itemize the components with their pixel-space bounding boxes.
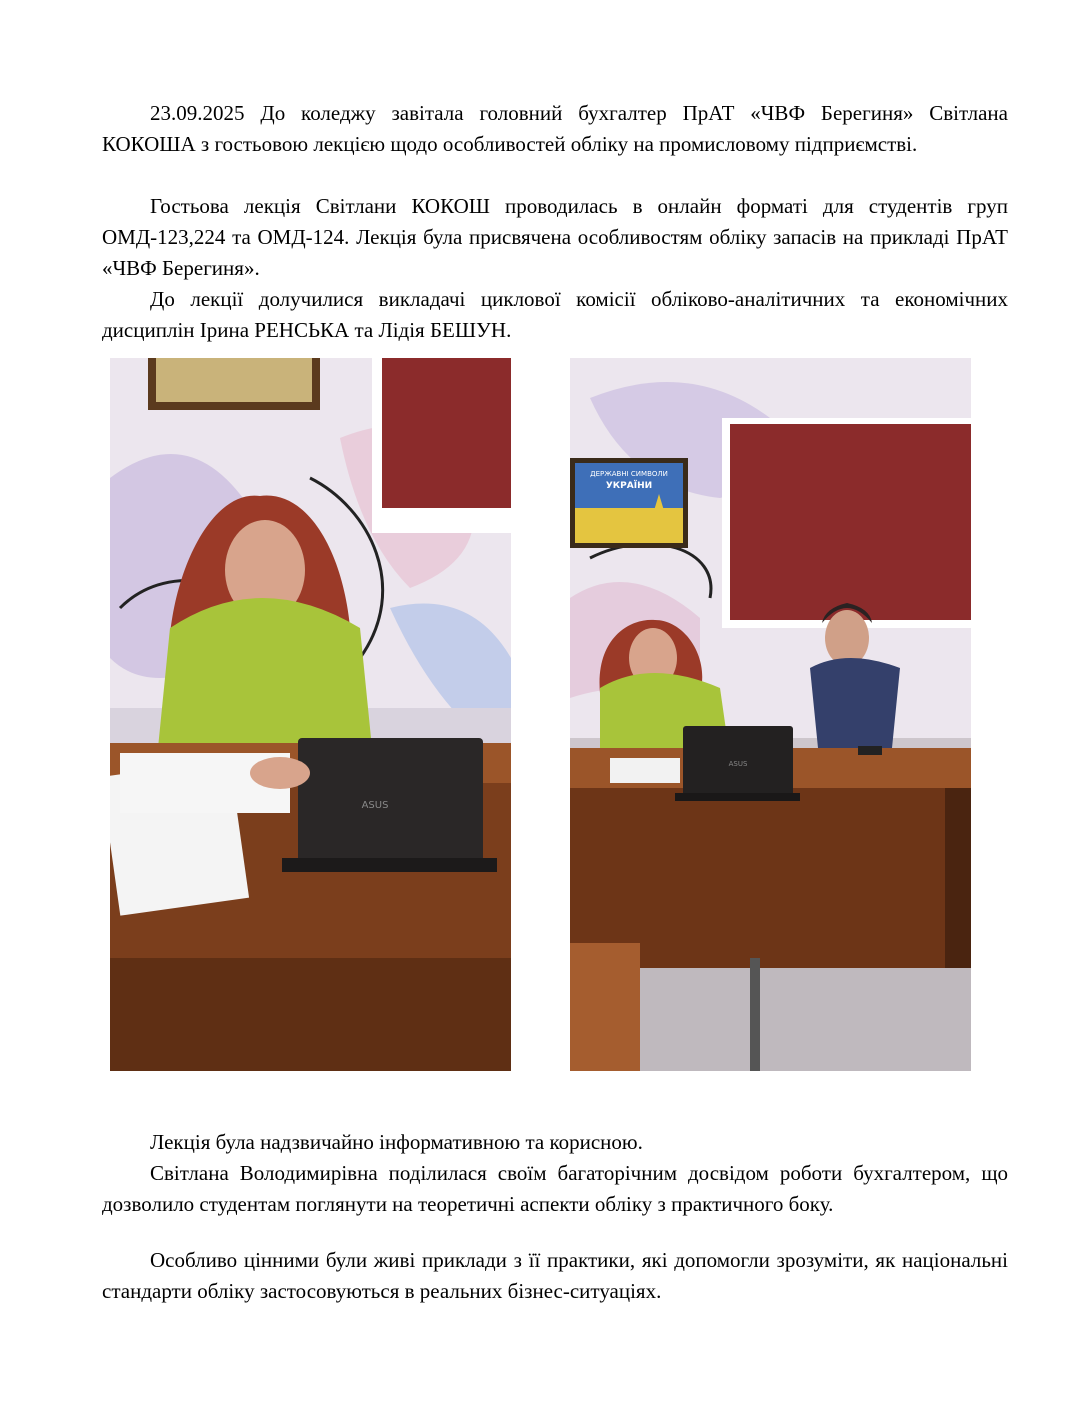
photo-lecturer-and-teacher [570, 358, 971, 1071]
poster-title-line2: УКРАЇНИ [605, 481, 653, 491]
examples-paragraph: Особливо цінними були живі приклади з її практики, які допомогли зрозуміти, як національні стандарти обліку застосовуються в реальних бізнес-ситуаціях. [102, 1248, 1008, 1303]
laptop-brand-label-right: ASUS [728, 760, 748, 768]
poster-title-line1: ДЕРЖАВНІ СИМВОЛИ [590, 470, 668, 478]
laptop-brand-label: ASUS [361, 800, 389, 811]
lecture-format-paragraph: Гостьова лекція Світлани КОКОШ проводилась в онлайн форматі для студентів груп ОМД-123,224 та ОМД-124. Лекція була присвячена особливостям обліку запасів на прикладі ПрАТ «ЧВФ Берегиня». [102, 194, 1008, 280]
teachers-paragraph: До лекції долучилися викладачі циклової комісії обліково-аналітичних та економічних дисциплін Ірина РЕНСЬКА та Лідія БЕШУН. [102, 287, 1008, 342]
intro-paragraph: 23.09.2025 До коледжу завітала головний бухгалтер ПрАТ «ЧВФ Берегиня» Світлана КОКОША з гостьовою лекцією щодо особливостей обліку на промисловому підприємстві. [102, 101, 1008, 156]
photo-lecturer-at-desk [110, 358, 511, 1071]
informative-paragraph: Лекція була надзвичайно інформативною та корисною. [150, 1130, 643, 1154]
experience-paragraph: Світлана Володимирівна поділилася своїм багаторічним досвідом роботи бухгалтером, що дозволило студентам поглянути на теоретичні аспекти обліку з практичного боку. [102, 1161, 1008, 1216]
